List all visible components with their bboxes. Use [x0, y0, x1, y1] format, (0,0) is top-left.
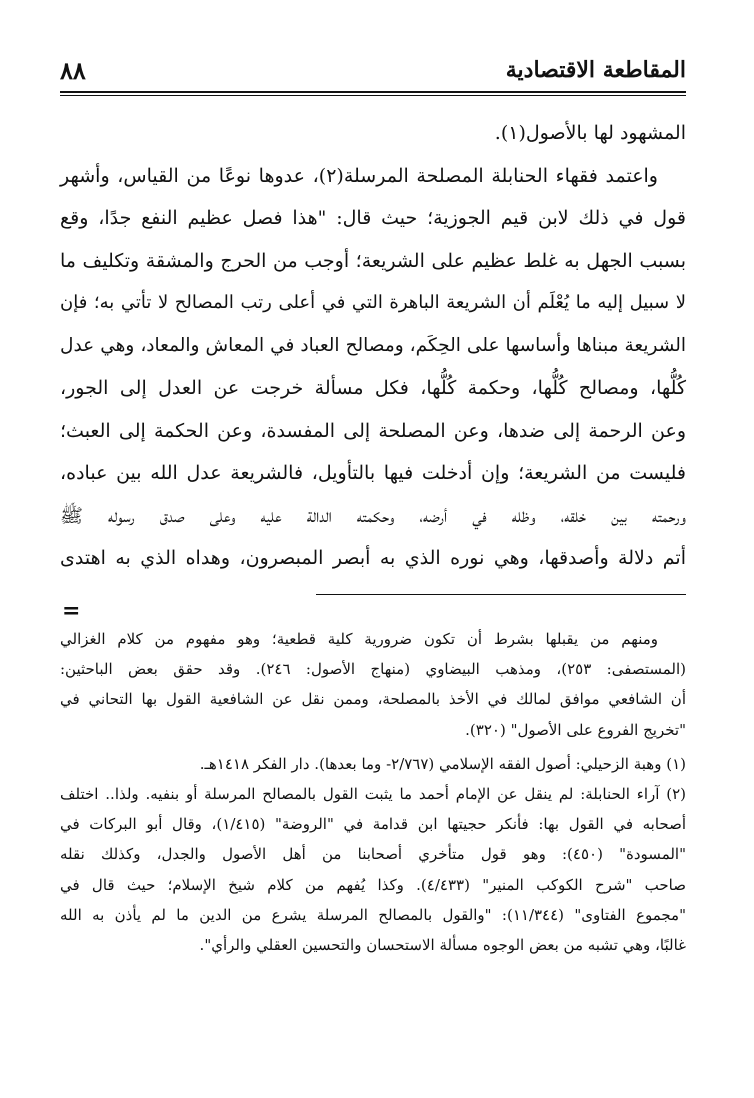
text-line: أتم دلالة وأصدقها، وهي نوره الذي به أبصر المبصرون، وهداه الذي به اهتدى — [60, 547, 686, 569]
footnote-line: أن الشافعي موافق لمالك في الأخذ بالمصلحة، وممن نقل عن الشافعية القول بها التحاني في — [60, 690, 686, 709]
footnote-separator — [316, 594, 686, 595]
main-text — [60, 112, 686, 580]
text-line: المشهود لها بالأصول(١). — [494, 122, 686, 144]
footnote-line: ومنهم من يقبلها بشرط أن تكون ضرورية كلية قطعية؛ وهو مفهوم من كلام الغزالي — [60, 630, 658, 648]
footnotes — [60, 624, 686, 960]
header-rule-thin — [60, 95, 686, 96]
page-number: ٨٨ — [60, 55, 86, 85]
footnote-2-line: أصحابه في القول بها: فأنكر حجيتها ابن قدامة في "الروضة" (١/٤١٥)، وقال أبو البركات في — [60, 815, 686, 834]
running-title: المقاطعة الاقتصادية — [505, 57, 686, 83]
footnote-continuation-mark: = — [62, 598, 81, 624]
text-line: ورحمته بين خلقه، وظله في أرضه، وحكمته الدالة عليه وعلى صدق رسوله ﷺ — [60, 504, 686, 527]
footnote-2-line: (٢) آراء الحنابلة: لم ينقل عن الإمام أحمد ما يثبت القول بالمصالح المرسلة أو بنفيه. ولذا.. اختلف — [60, 784, 686, 803]
running-header — [60, 50, 686, 90]
header-rule-thick — [60, 91, 686, 93]
text-line: الشريعة مبناها وأساسها على الحِكَم، ومصالح العباد في المعاش والمعاد، وهي عدل — [60, 334, 686, 356]
text-line: كُلُّها، ومصالح كُلُّها، وحكمة كُلُّها، فكل مسألة خرجت عن العدل إلى الجور، — [60, 377, 686, 399]
text-line: فليست من الشريعة؛ وإن أدخلت فيها بالتأويل، فالشريعة عدل الله بين عباده، — [60, 462, 686, 484]
text-line: بسبب الجهل به غلط عظيم على الشريعة؛ أوجب من الحرج والمشقة وتكليف ما — [60, 249, 686, 272]
footnote-2-line: صاحب "شرح الكوكب المنير" (٤/٤٣٣). وكذا يُفهم من كلام شيخ الإسلام؛ حيث قال في — [60, 875, 686, 894]
footnote-1: (١) وهبة الزحيلي: أصول الفقه الإسلامي (٢/٧٦٧- وما بعدها). دار الفكر ١٤١٨هـ. — [199, 754, 686, 773]
text-line: قول في ذلك لابن قيم الجوزية؛ حيث قال: "هذا فصل عظيم النفع جدًا، وقع — [60, 207, 686, 229]
text-line: واعتمد فقهاء الحنابلة المصلحة المرسلة(٢)، عدوها نوعًا من القياس، وأشهر — [60, 164, 658, 187]
footnote-line: "تخريج الفروع على الأصول" (٣٢٠). — [465, 720, 686, 739]
footnote-2-line: "مجموع الفتاوى" (١١/٣٤٤): "والقول بالمصالح المرسلة يشرع من الدين ما لم يأذن به الله — [60, 905, 686, 924]
text-line: وعن الرحمة إلى ضدها، وعن المصلحة إلى المفسدة، وعن الحكمة إلى العبث؛ — [60, 419, 686, 442]
footnote-2-line: "المسودة" (٤٥٠): وهو قول متأخري أصحابنا من أهل الأصول والجدل، وكذلك نقله — [60, 845, 686, 864]
footnote-2-line: غالبًا، وهي تشبه من بعض الوجوه مسألة الاستحسان والتحسين العقلي والرأي". — [199, 935, 686, 954]
text-line: لا سبيل إليه ما يُعْلَم أن الشريعة الباهرة التي في أعلى رتب المصالح لا تأتي به؛ فإن — [60, 292, 686, 313]
footnote-line: (المستصفى: ٢٥٣)، ومذهب البيضاوي (منهاج الأصول: ٢٤٦). وقد حقق بعض الباحثين: — [60, 660, 687, 679]
